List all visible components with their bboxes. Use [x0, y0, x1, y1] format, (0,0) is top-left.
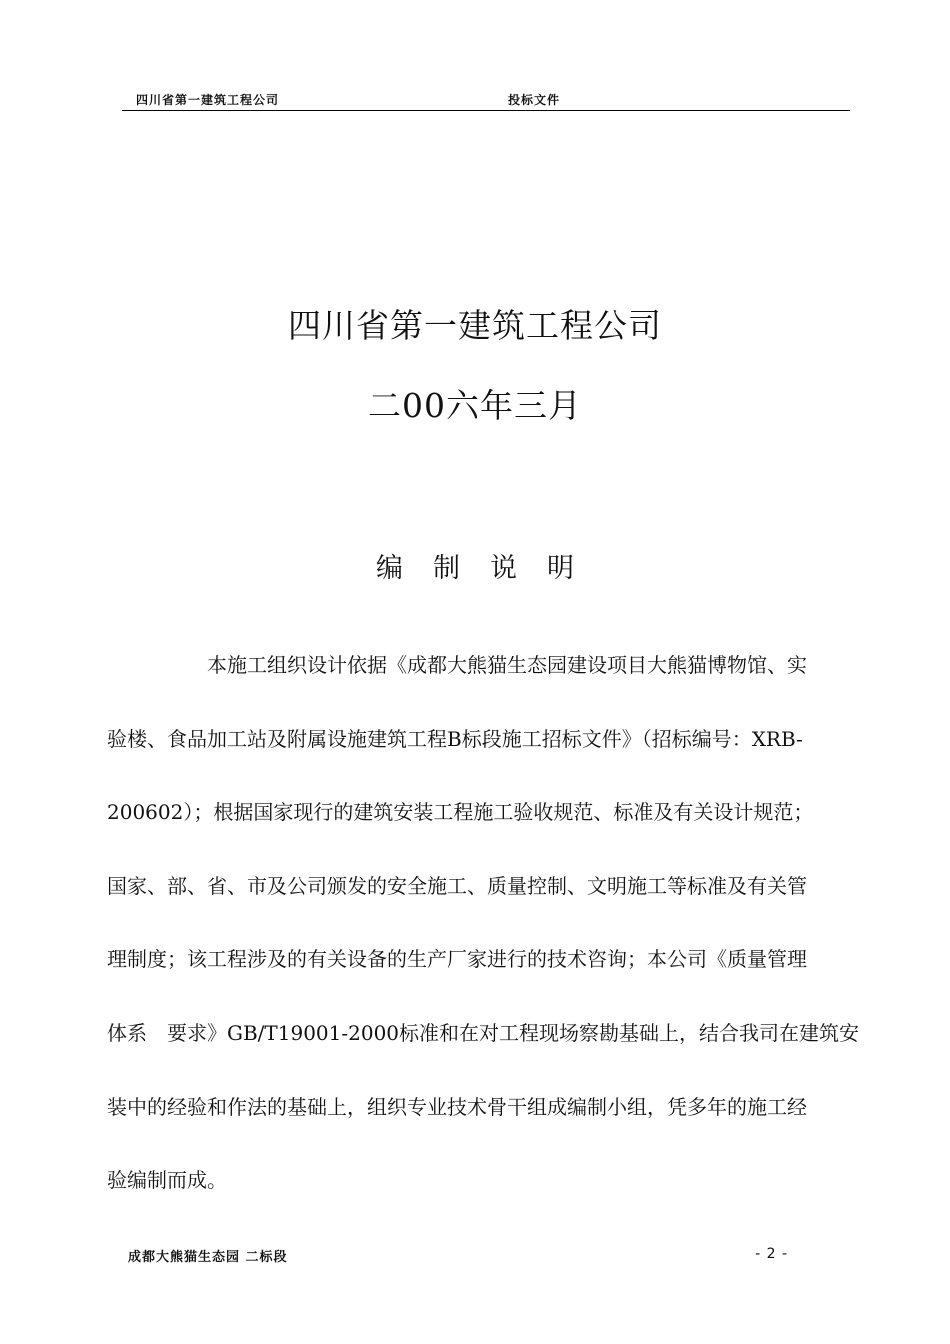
header-company: 四川省第一建筑工程公司: [136, 93, 280, 107]
body-line: 理制度；该工程涉及的有关设备的生产厂家进行的技术咨询；本公司《质量管理: [107, 947, 807, 972]
body-line: 国家、部、省、市及公司颁发的安全施工、质量控制、文明施工等标准及有关管: [107, 873, 807, 898]
body-line: 装中的经验和作法的基础上，组织专业技术骨干组成编制小组，凭多年的施工经: [107, 1094, 807, 1119]
body-paragraph: [107, 629, 860, 1218]
page-footer: [128, 1246, 788, 1268]
body-line: 验楼、食品加工站及附属设施建筑工程B标段施工招标文件》（招标编号：XRB-: [107, 726, 803, 751]
body-line: 200602）；根据国家现行的建筑安装工程施工验收规范、标准及有关设计规范；: [107, 800, 814, 825]
page-number: - 2 -: [755, 1246, 788, 1262]
body-line: 验编制而成。: [107, 1168, 227, 1193]
body-line: 本施工组织设计依据《成都大熊猫生态园建设项目大熊猫博物馆、实: [207, 653, 807, 677]
footer-project: 成都大熊猫生态园 二标段: [128, 1250, 288, 1265]
body-line: 体系 要求》GB/T19001-2000标准和在对工程现场察勘基础上，结合我司在建筑安: [107, 1020, 860, 1045]
page-header: [122, 88, 850, 111]
header-doc-type: 投标文件: [508, 93, 561, 107]
company-title: 四川省第一建筑工程公司: [288, 306, 662, 345]
section-title: 编制说明: [376, 553, 604, 584]
document-date: 二00六年三月: [368, 386, 582, 425]
